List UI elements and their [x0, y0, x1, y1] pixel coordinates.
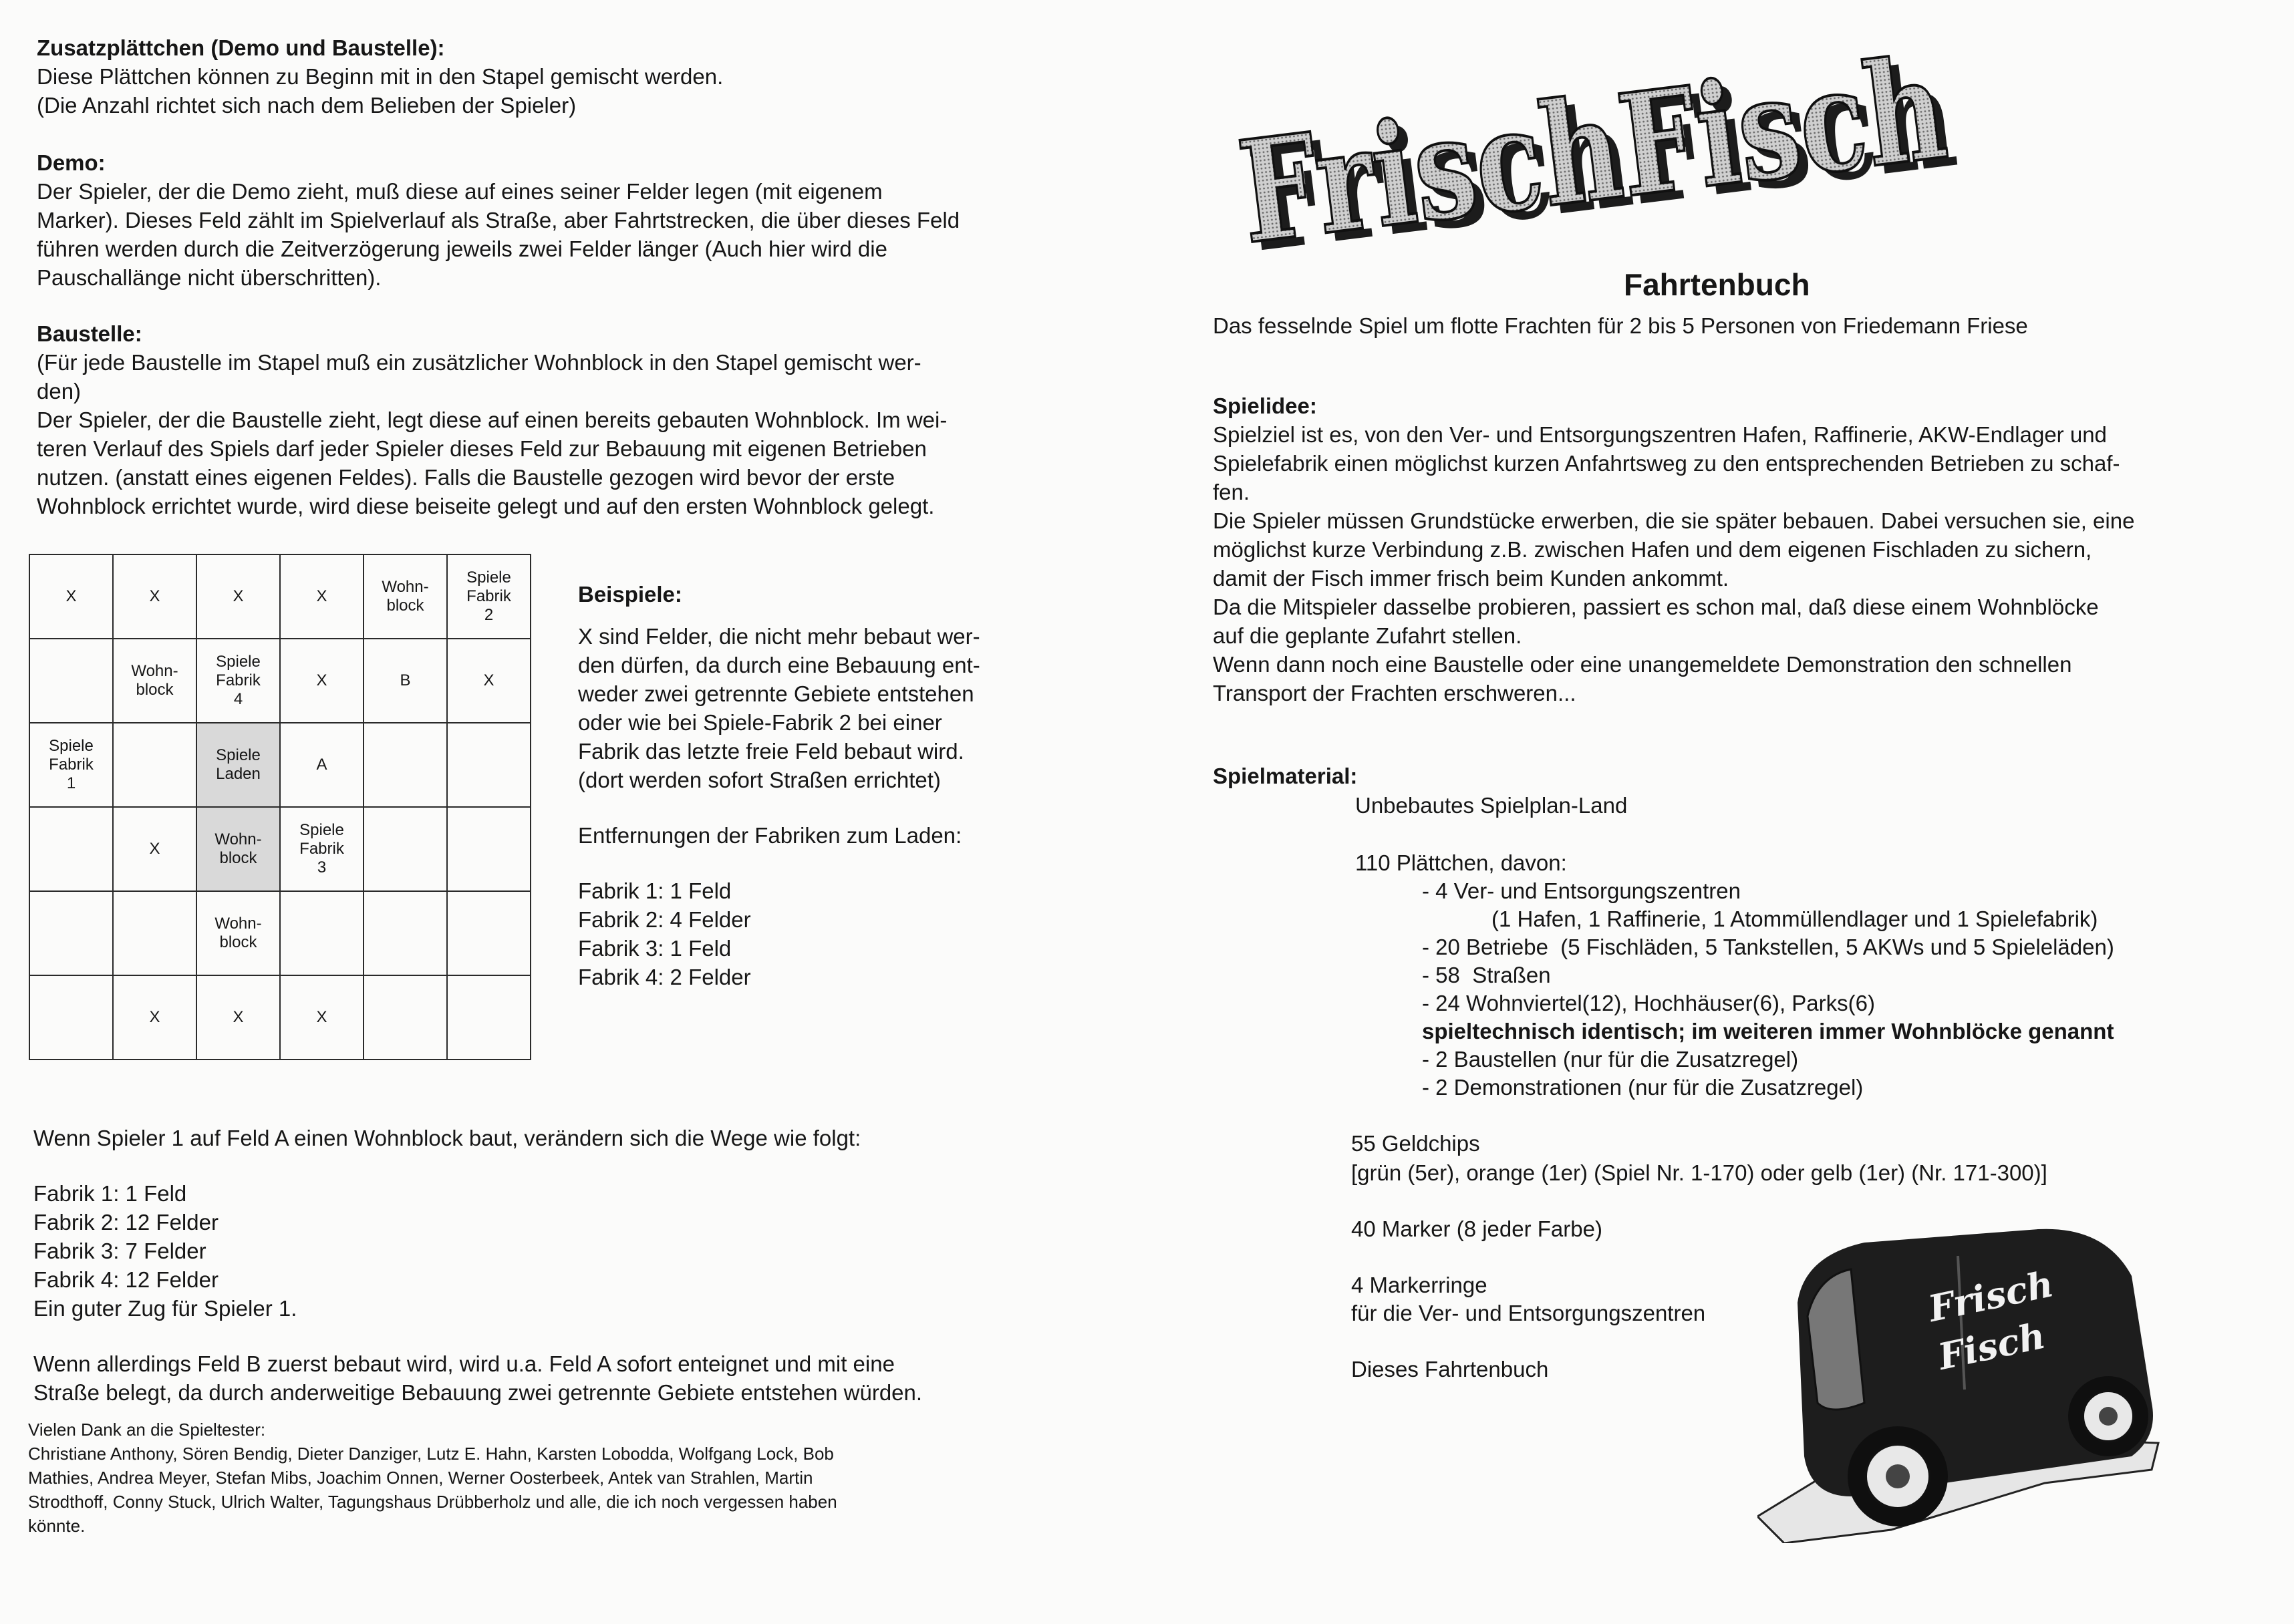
grid-cell: [29, 975, 113, 1060]
material-ringe-detail: für die Ver- und Entsorgungszentren: [1351, 1301, 1706, 1325]
beispiele-line-5: Fabrik das letzte freie Feld bebaut wird.: [578, 739, 964, 764]
grid-cell: [29, 639, 113, 723]
spielidee-line-2: Spielefabrik einen möglichst kurzen Anfahrtsweg zu den entsprechenden Betrieben zu schaf-: [1213, 451, 2120, 476]
demo-line-4: Pauschallänge nicht überschritten).: [37, 265, 382, 290]
material-item-6: spieltechnisch identisch; im weiteren immer Wohnblöcke genannt: [1422, 1019, 2114, 1043]
dank-line-2: Mathies, Andrea Meyer, Stefan Mibs, Joachim Onnen, Werner Oosterbeek, Antek van Strahlen, Martin: [28, 1468, 813, 1488]
example-grid: [29, 554, 531, 1060]
dank-line-1: Christiane Anthony, Sören Bendig, Dieter Danziger, Lutz E. Hahn, Karsten Lobodda, Wolfgang Lock, Bob: [28, 1444, 834, 1464]
wenn-feld-b-1: Wenn allerdings Feld B zuerst bebaut wird, wird u.a. Feld A sofort enteignet und mit eine: [33, 1351, 895, 1376]
demo-line-3: führen werden durch die Zeitverzögerung jeweils zwei Felder länger (Auch hier wird die: [37, 236, 887, 261]
material-item-1: - 4 Ver- und Entsorgungszentren: [1422, 878, 1741, 903]
weg-1: Fabrik 1: 1 Feld: [33, 1181, 187, 1206]
grid-cell: X: [447, 639, 531, 723]
spielidee-line-4: Die Spieler müssen Grundstücke erwerben, die sie später bebauen. Dabei versuchen sie, eine: [1213, 508, 2135, 533]
beispiele-line-1: X sind Felder, die nicht mehr bebaut wer-: [578, 624, 980, 649]
grid-cell: X: [196, 554, 280, 639]
grid-cell: X: [280, 554, 364, 639]
grid-cell: [447, 807, 531, 891]
grid-row: [29, 975, 531, 1060]
entfernung-3: Fabrik 3: 1 Feld: [578, 936, 732, 961]
grid-cell: [364, 975, 447, 1060]
wege-section: [33, 1124, 922, 1407]
grid-cell: [364, 891, 447, 975]
truck-rear-hub-center: [2099, 1407, 2118, 1426]
grid-cell: [447, 975, 531, 1060]
zusatz-line-1: Diese Plättchen können zu Beginn mit in den Stapel gemischt werden.: [37, 64, 724, 89]
dank-section: [28, 1418, 837, 1538]
spielidee-line-9: Wenn dann noch eine Baustelle oder eine unangemeldete Demonstration den schnellen: [1213, 652, 2072, 677]
entfernung-2: Fabrik 2: 4 Felder: [578, 907, 751, 932]
material-item-2: (1 Hafen, 1 Raffinerie, 1 Atommüllendlager und 1 Spielefabrik): [1491, 907, 2098, 931]
grid-cell: [29, 807, 113, 891]
grid-cell: Wohn- block: [196, 807, 280, 891]
spielmaterial-heading: Spielmaterial:: [1213, 764, 1358, 788]
beispiele-line-6: (dort werden sofort Straßen errichtet): [578, 768, 941, 792]
beispiele-line-3: weder zwei getrennte Gebiete entstehen: [578, 681, 974, 706]
spielidee-section: [1213, 391, 2134, 707]
material-geld: 55 Geldchips: [1351, 1131, 1480, 1156]
weg-4: Fabrik 4: 12 Felder: [33, 1267, 219, 1292]
grid-row: [29, 891, 531, 975]
weg-2: Fabrik 2: 12 Felder: [33, 1210, 219, 1235]
grid-cell: [447, 891, 531, 975]
beispiele-line-4: oder wie bei Spiele-Fabrik 2 bei einer: [578, 710, 942, 735]
grid-row: [29, 639, 531, 723]
grid-cell: Wohn- block: [364, 554, 447, 639]
zusatz-line-2: (Die Anzahl richtet sich nach dem Belieben der Spieler): [37, 93, 577, 118]
baustelle-section: [37, 319, 947, 520]
spielidee-line-5: möglichst kurze Verbindung z.B. zwischen Hafen und dem eigenen Fischladen zu sichern,: [1213, 537, 2092, 562]
grid-cell: B: [364, 639, 447, 723]
spielidee-line-1: Spielziel ist es, von den Ver- und Entsorgungszentren Hafen, Raffinerie, AKW-Endlager und: [1213, 422, 2107, 447]
grid-cell: Wohn- block: [196, 891, 280, 975]
spielidee-heading: Spielidee:: [1213, 393, 1317, 418]
material-ringe: 4 Markerringe: [1351, 1273, 1487, 1297]
grid-row: [29, 554, 531, 639]
fish-truck-illustration: [1757, 1216, 2172, 1543]
material-item-5: - 24 Wohnviertel(12), Hochhäuser(6), Parks(6): [1422, 991, 1875, 1015]
weg-5: Ein guter Zug für Spieler 1.: [33, 1296, 297, 1321]
frischfisch-logo: [1223, 32, 1991, 253]
logo-svg: [1223, 32, 1991, 253]
grid-cell: [29, 891, 113, 975]
grid-cell: Spiele Laden: [196, 723, 280, 807]
grid-cell: [280, 891, 364, 975]
grid-cell: Wohn- block: [113, 639, 196, 723]
truck-svg: [1757, 1216, 2172, 1543]
grid-cell: Spiele Fabrik 1: [29, 723, 113, 807]
baustelle-line-6: Wohnblock errichtet wurde, wird diese beiseite gelegt und auf den ersten Wohnblock gelegt.: [37, 494, 935, 518]
material-marker: 40 Marker (8 jeder Farbe): [1351, 1216, 1602, 1241]
logo-shadow-text: FrischFisch: [1240, 32, 1991, 253]
grid-cell: A: [280, 723, 364, 807]
demo-line-1: Der Spieler, der die Demo zieht, muß diese auf eines seiner Felder legen (mit eigenem: [37, 179, 883, 204]
material-item-7: - 2 Baustellen (nur für die Zusatzregel): [1422, 1047, 1799, 1072]
grid-cell: Spiele Fabrik 2: [447, 554, 531, 639]
logo-text: FrischFisch: [1231, 32, 1991, 253]
grid-cell: X: [280, 975, 364, 1060]
grid-cell: [447, 723, 531, 807]
spielidee-line-8: auf die geplante Zufahrt stellen.: [1213, 623, 1522, 648]
material-land: Unbebautes Spielplan-Land: [1355, 793, 1628, 818]
beispiele-line-2: den dürfen, da durch eine Bebauung ent-: [578, 653, 980, 677]
baustelle-line-1: (Für jede Baustelle im Stapel muß ein zusätzlicher Wohnblock in den Stapel gemischt wer-: [37, 350, 921, 375]
dank-line-4: könnte.: [28, 1516, 86, 1536]
beispiele-section: [578, 580, 980, 991]
material-item-8: - 2 Demonstrationen (nur für die Zusatzregel): [1422, 1075, 1864, 1100]
baustelle-line-5: nutzen. (anstatt eines eigenen Feldes). Falls die Baustelle gezogen wird bevor der erste: [37, 465, 895, 490]
wenn-spieler1: Wenn Spieler 1 auf Feld A einen Wohnblock baut, verändern sich die Wege wie folgt:: [33, 1126, 861, 1150]
grid-cell: Spiele Fabrik 3: [280, 807, 364, 891]
baustelle-line-2: den): [37, 379, 82, 403]
grid-cell: X: [196, 975, 280, 1060]
baustelle-heading: Baustelle:: [37, 321, 142, 346]
beispiele-heading: Beispiele:: [578, 582, 682, 607]
spielidee-line-3: fen.: [1213, 480, 1250, 504]
entfernung-1: Fabrik 1: 1 Feld: [578, 878, 732, 903]
grid-cell: X: [280, 639, 364, 723]
zusatz-section: [37, 33, 723, 120]
truck-text-frisch: Frisch: [1924, 1262, 2057, 1331]
grid-row: [29, 807, 531, 891]
entfernung-4: Fabrik 4: 2 Felder: [578, 965, 751, 989]
subtitle: Das fesselnde Spiel um flotte Frachten für 2 bis 5 Personen von Friedemann Friese: [1213, 313, 2028, 338]
page-title: Fahrtenbuch: [1624, 267, 1810, 302]
baustelle-line-3: Der Spieler, der die Baustelle zieht, legt diese auf einen bereits gebauten Wohnblock. Im wei-: [37, 408, 948, 432]
zusatz-heading: Zusatzplättchen (Demo und Baustelle):: [37, 35, 445, 60]
material-buch: Dieses Fahrtenbuch: [1351, 1357, 1549, 1382]
material-item-3: - 20 Betriebe (5 Fischläden, 5 Tankstellen, 5 AKWs und 5 Spieleläden): [1422, 935, 2114, 959]
material-geld-detail: [grün (5er), orange (1er) (Spiel Nr. 1-170) oder gelb (1er) (Nr. 171-300)]: [1351, 1160, 2047, 1185]
spielidee-line-7: Da die Mitspieler dasselbe probieren, passiert es schon mal, daß diese einem Wohnblöcke: [1213, 595, 2099, 619]
spielidee-line-6: damit der Fisch immer frisch beim Kunden ankommt.: [1213, 566, 1729, 591]
spielidee-line-10: Transport der Frachten erschweren...: [1213, 681, 1576, 705]
grid-cell: [364, 807, 447, 891]
grid-row: [29, 723, 531, 807]
grid-cell: Spiele Fabrik 4: [196, 639, 280, 723]
dank-line-3: Strodthoff, Conny Stuck, Ulrich Walter, Tagungshaus Drübberholz und alle, die ich noch vergessen haben: [28, 1492, 837, 1512]
grid-cell: [364, 723, 447, 807]
spielmaterial-section: [1213, 762, 1357, 790]
baustelle-line-4: teren Verlauf des Spiels darf jeder Spieler dieses Feld zur Bebauung mit eigenen Betrieben: [37, 436, 927, 461]
grid-cell: X: [113, 807, 196, 891]
material-item-4: - 58 Straßen: [1422, 963, 1551, 987]
demo-line-2: Marker). Dieses Feld zählt im Spielverlauf als Straße, aber Fahrtstrecken, die über dieses Feld: [37, 208, 960, 232]
grid-cell: [113, 891, 196, 975]
entfernungen-heading: Entfernungen der Fabriken zum Laden:: [578, 823, 962, 848]
weg-3: Fabrik 3: 7 Felder: [33, 1239, 206, 1263]
demo-section: [37, 148, 960, 292]
material-plaettchen: 110 Plättchen, davon:: [1355, 850, 1567, 875]
wenn-feld-b-2: Straße belegt, da durch anderweitige Bebauung zwei getrennte Gebiete entstehen würden.: [33, 1380, 923, 1405]
truck-front-hub-center: [1886, 1464, 1910, 1488]
dank-heading: Vielen Dank an die Spieltester:: [28, 1420, 266, 1440]
grid-cell: X: [113, 975, 196, 1060]
grid-cell: X: [29, 554, 113, 639]
truck-text-fisch: Fisch: [1934, 1313, 2049, 1378]
demo-heading: Demo:: [37, 150, 106, 175]
grid-cell: [113, 723, 196, 807]
grid-cell: X: [113, 554, 196, 639]
